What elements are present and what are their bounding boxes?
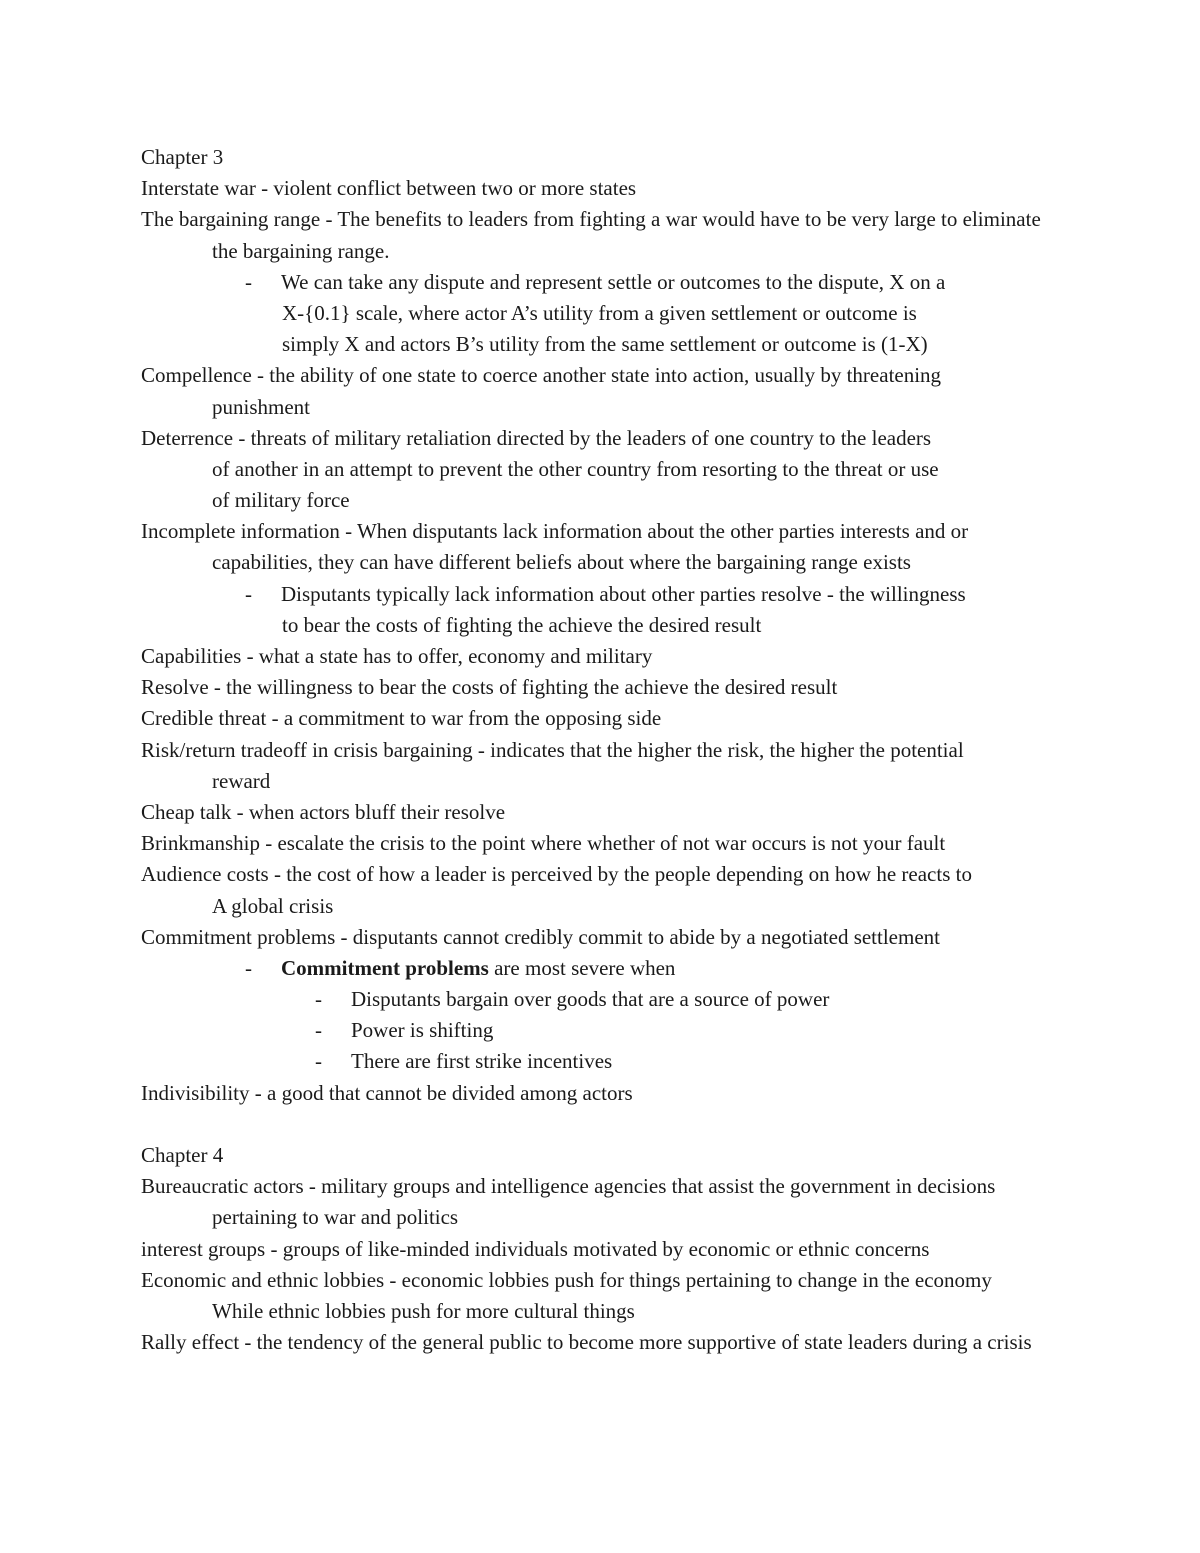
term-interest-groups: interest groups - groups of like-minded individuals motivated by economic or ethnic concerns	[141, 1236, 930, 1261]
term-deterrence-cont: of military force	[212, 488, 350, 513]
bullet-dash: -	[245, 955, 252, 980]
chapter-4-heading: Chapter 4	[141, 1143, 224, 1167]
bargaining-bullet-cont: simply X and actors B’s utility from the same settlement or outcome is (1-X)	[282, 332, 928, 357]
bullet-text: There are first strike incentives	[351, 1049, 613, 1074]
term-bureaucratic-actors: Bureaucratic actors - military groups and intelligence agencies that assist the government in decisions	[141, 1174, 996, 1199]
term-compellence-cont: punishment	[212, 394, 310, 419]
bullet-dash: -	[315, 1049, 322, 1074]
section-spacer	[141, 1109, 1181, 1140]
bullet-dash: -	[245, 269, 252, 294]
chapter-3-heading: Chapter 3	[141, 145, 224, 169]
term-lobbies: Economic and ethnic lobbies - economic lobbies push for things pertaining to change in the economy	[141, 1267, 992, 1292]
commitment-sub-bullet	[141, 1015, 1181, 1046]
term-risk-return: Risk/return tradeoff in crisis bargaining - indicates that the higher the risk, the higher the potential	[141, 737, 964, 762]
term-commitment-problems: Commitment problems - disputants cannot credibly commit to abide by a negotiated settlement	[141, 924, 940, 949]
term-cheap-talk: Cheap talk - when actors bluff their resolve	[141, 799, 506, 824]
term-incomplete-information-cont: capabilities, they can have different beliefs about where the bargaining range exists	[212, 550, 911, 575]
term-brinkmanship: Brinkmanship - escalate the crisis to the point where whether of not war occurs is not your fault	[141, 831, 946, 856]
bargaining-bullet-cont: X-{0.1} scale, where actor A’s utility from a given settlement or outcome is	[282, 300, 917, 325]
term-rally-effect: Rally effect - the tendency of the general public to become more supportive of state leaders during a crisis	[141, 1330, 1032, 1355]
term-lobbies-cont: While ethnic lobbies push for more cultural things	[212, 1298, 635, 1323]
term-audience-costs: Audience costs - the cost of how a leader is perceived by the people depending on how he reacts to	[141, 862, 972, 887]
term-resolve: Resolve - the willingness to bear the costs of fighting the achieve the desired result	[141, 675, 838, 700]
term-audience-costs-cont: A global crisis	[212, 893, 334, 918]
bullet-text: Power is shifting	[351, 1018, 494, 1043]
term-interstate-war: Interstate war - violent conflict between two or more states	[141, 176, 637, 201]
bullet-dash: -	[315, 1018, 322, 1043]
bold-term: Commitment problems	[281, 955, 489, 980]
bullet-dash: -	[245, 581, 252, 606]
bullet-text: are most severe when	[488, 955, 676, 980]
bargaining-bullet	[141, 267, 1181, 298]
commitment-sub-bullet	[141, 1046, 1181, 1077]
commitment-bullet	[141, 953, 1181, 984]
bullet-text: We can take any dispute and represent settle or outcomes to the dispute, X on a	[281, 269, 946, 294]
term-bureaucratic-actors-cont: pertaining to war and politics	[212, 1205, 459, 1230]
term-risk-return-cont: reward	[212, 768, 271, 793]
bullet-text: Disputants typically lack information about other parties resolve - the willingness	[281, 581, 966, 606]
term-incomplete-information: Incomplete information - When disputants lack information about the other parties interests and or	[141, 519, 969, 544]
bullet-text: Disputants bargain over goods that are a source of power	[351, 987, 830, 1012]
term-deterrence-cont: of another in an attempt to prevent the other country from resorting to the threat or use	[212, 456, 939, 481]
commitment-sub-bullet	[141, 984, 1181, 1015]
bullet-dash: -	[315, 987, 322, 1012]
incomplete-info-bullet-cont: to bear the costs of fighting the achieve the desired result	[282, 612, 762, 637]
term-compellence: Compellence - the ability of one state to coerce another state into action, usually by threatening	[141, 363, 942, 388]
term-capabilities: Capabilities - what a state has to offer, economy and military	[141, 644, 653, 668]
term-credible-threat: Credible threat - a commitment to war from the opposing side	[141, 706, 662, 731]
term-deterrence: Deterrence - threats of military retaliation directed by the leaders of one country to the leaders	[141, 425, 932, 450]
term-bargaining-range-cont: the bargaining range.	[212, 238, 390, 263]
term-bargaining-range: The bargaining range - The benefits to leaders from fighting a war would have to be very large to eliminate	[141, 207, 1041, 232]
notes-content	[141, 142, 1181, 1358]
incomplete-info-bullet	[141, 579, 1181, 610]
term-indivisibility: Indivisibility - a good that cannot be divided among actors	[141, 1080, 633, 1105]
